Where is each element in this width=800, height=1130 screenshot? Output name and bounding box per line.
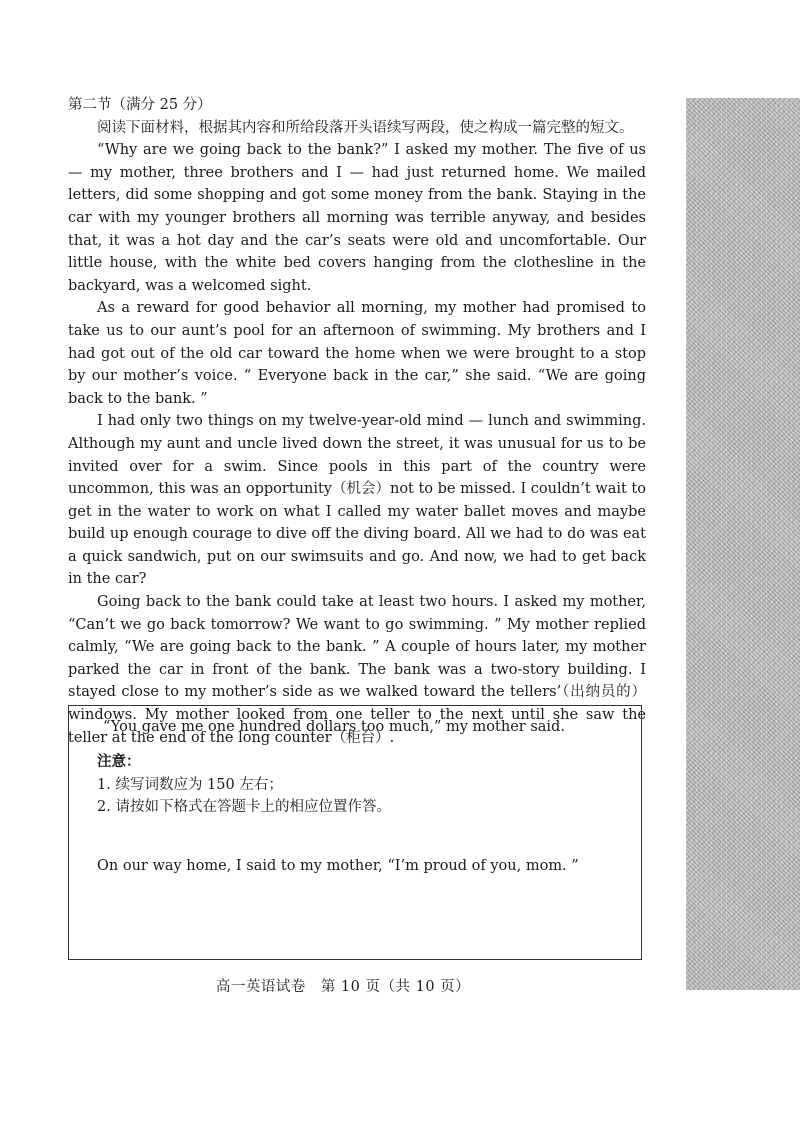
answer-box[interactable] [68, 705, 642, 960]
section-instruction: 阅读下面材料，根据其内容和所给段落开头语续写两段，使之构成一篇完整的短文。 [97, 119, 634, 136]
passage-paragraph-3: I had only two things on my twelve-year-old mind — lunch and swimming. Although my aunt and uncle lived down the street, it was unusual for us to be invited over for a swim. Since pools in this part of the country were uncommon, this was an opportunity（机会）not to be missed. I couldn’t wait to get in the water to work on what I called my water ballet moves and maybe build up enough courage to dive off the diving board. All we had to do was eat a quick sandwich, put on our swimsuits and go. And now, we had to get back in the car? [68, 413, 646, 588]
note-item-2: 2. 请按如下格式在答题卡上的相应位置作答。 [97, 799, 391, 816]
passage-paragraph-2: As a reward for good behavior all morning, my mother had promised to take us to our aunt’s pool for an afternoon of swimming. My brothers and I had got out of the old car toward the home when we were brought to a stop by our mother’s voice. “ Everyone back in the car,” she said. “We are going back to the bank. ” [68, 300, 646, 407]
continuation-opening-2: On our way home, I said to my mother, “I’m proud of you, mom. ” [97, 858, 579, 874]
notes-title: 注意： [97, 753, 141, 771]
passage-paragraph-1: “Why are we going back to the bank?” I asked my mother. The five of us — my mother, three brothers and I — had just returned home. We mailed letters, did some shopping and got some money from the bank. Staying in the car with my younger brothers all morning was terrible anyway, and besides that, it was a hot day and the car’s seats were old and uncomfortable. Our little house, with the white bed covers hanging from the clothesline in the backyard, was a welcomed sight. [68, 142, 646, 294]
continuation-opening-1: “You gave me one hundred dollars too much,” my mother said. [103, 719, 565, 735]
scan-margin-strip [686, 98, 800, 990]
page-footer: 高一英语试卷 第 10 页（共 10 页） [215, 979, 471, 995]
note-item-1: 1. 续写词数应为 150 左右； [97, 776, 283, 793]
passage-paragraph-4: Going back to the bank could take at least two hours. I asked my mother, “Can’t we go back tomorrow? We want to go swimming. ” My mother replied calmly, “We are going back to the bank. ” A couple of hours later, my mother parked the car in front of the bank. The bank was a two-story building. I stayed close to my mother’s side as we walked toward the tellers’（出纳员的）windows. My mother looked from one teller to the next until she saw the teller at the end of the long counter（柜台）. [68, 594, 646, 746]
section-title: 第二节（满分 25 分） [68, 97, 212, 113]
